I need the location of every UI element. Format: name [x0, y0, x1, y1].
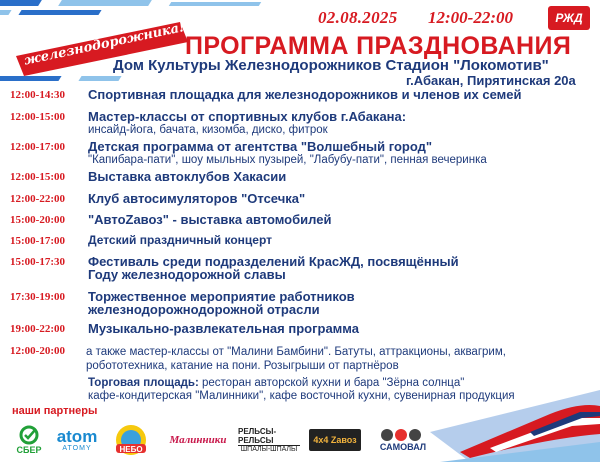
rzd-logo: РЖД [548, 6, 590, 30]
sber-text: СБЕР [16, 445, 42, 455]
schedule-title: Детский праздничный концерт [88, 233, 273, 247]
event-date: 02.08.2025 [318, 8, 398, 27]
schedule-time: 19:00-22:00 [10, 323, 65, 335]
event-hours: 12:00-22:00 [428, 8, 513, 27]
sber-logo [10, 422, 48, 458]
schedule-time: 15:00-20:00 [10, 214, 65, 226]
schedule-time: 15:00-17:30 [10, 256, 65, 268]
schedule-title: Торжественное мероприятие работников [88, 289, 355, 304]
malinniki-text: Малинники [169, 434, 227, 446]
schedule-title-cont: железнодорожнодорожной отрасли [88, 302, 320, 317]
atomy-logo [52, 422, 102, 458]
schedule-title: Выставка автоклубов Хакасии [88, 169, 287, 184]
samoval-icon [380, 428, 426, 442]
schedule-title: Фестиваль среди подразделений КрасЖД, посвящённый [88, 254, 459, 269]
venue-address: г.Абакан, Пирятинская 20а [406, 73, 576, 88]
schedule-subtitle: инсайд-йога, бачата, кизомба, диско, фитрок [88, 124, 328, 136]
sber-icon [19, 425, 39, 445]
schedule-title: Детская программа от агентства "Волшебный город" [88, 139, 433, 154]
relsy-logo [238, 422, 300, 458]
nebo-text: НЕБО [119, 445, 143, 454]
schedule-time: 12:00-22:00 [10, 193, 65, 205]
shpaly-text: ШПАЛЫ-ШПАЛЫ [240, 446, 298, 453]
train-illustration [430, 372, 600, 462]
nebo-badge-icon [106, 422, 156, 458]
schedule-time: 12:00-15:00 [10, 171, 65, 183]
schedule-title: Музыкально-развлекательная программа [88, 321, 359, 336]
schedule-title: Спортивная площадка для железнодорожников и членов их семей [88, 87, 522, 102]
trade-label: Торговая площадь: [88, 377, 199, 389]
schedule-time: 12:00-15:00 [10, 111, 65, 123]
partners-label: наши партнеры [12, 405, 98, 417]
schedule-time: 15:00-17:00 [10, 235, 65, 247]
nebo-logo [106, 422, 156, 458]
schedule-time: 12:00-14:30 [10, 89, 65, 101]
schedule-title: "АвтоZавоз" - выставка автомобилей [88, 212, 332, 227]
relsy-text: РЕЛЬСЫ-РЕЛЬСЫ [238, 427, 300, 446]
schedule-title: Клуб автосимуляторов "Отсечка" [88, 191, 306, 206]
venue-subtitle: Дом Культуры Железнодорожников Стадион "Локомотив" [113, 57, 549, 74]
greeting-text: С Днем железнодорожника! [22, 17, 187, 69]
trade-area [88, 377, 464, 390]
schedule-title-cont: Году железнодорожной славы [88, 267, 286, 282]
schedule-title: Мастер-классы от спортивных клубов г.Абакана: [88, 109, 407, 124]
trade-line-1: ресторан авторской кухни и бара "Зёрна солнца" [198, 377, 465, 389]
samoval-text: САМОВАЛ [379, 442, 427, 452]
avtozavoz-text: 4x4 Zавоз [309, 429, 360, 451]
samoval-logo [370, 422, 436, 458]
schedule-subtitle: "Капибара-пати", шоу мыльных пузырей, "Лабубу-пати", пенная вечеринка [88, 154, 487, 166]
trade-line-2: кафе-кондитерская "Малинники", кафе восточной кухни, сувенирная продукция [88, 390, 515, 402]
extra-line-2: робототехника, катание на пони. Розыгрыши от партнёров [86, 360, 399, 372]
malinniki-logo [164, 422, 232, 458]
page-title: ПРОГРАММА ПРАЗДНОВАНИЯ [185, 32, 572, 60]
extra-time: 12:00-20:00 [10, 345, 65, 357]
extra-line-1: а также мастер-классы от "Малини Бамбини". Батуты, аттракционы, аквагрим, [86, 346, 506, 358]
schedule-time: 12:00-17:00 [10, 141, 65, 153]
avtozavoz-logo [306, 422, 364, 458]
atomy-subtext: ATOMY [62, 445, 92, 452]
schedule-time: 17:30-19:00 [10, 291, 65, 303]
atomy-text: atom [56, 427, 98, 446]
